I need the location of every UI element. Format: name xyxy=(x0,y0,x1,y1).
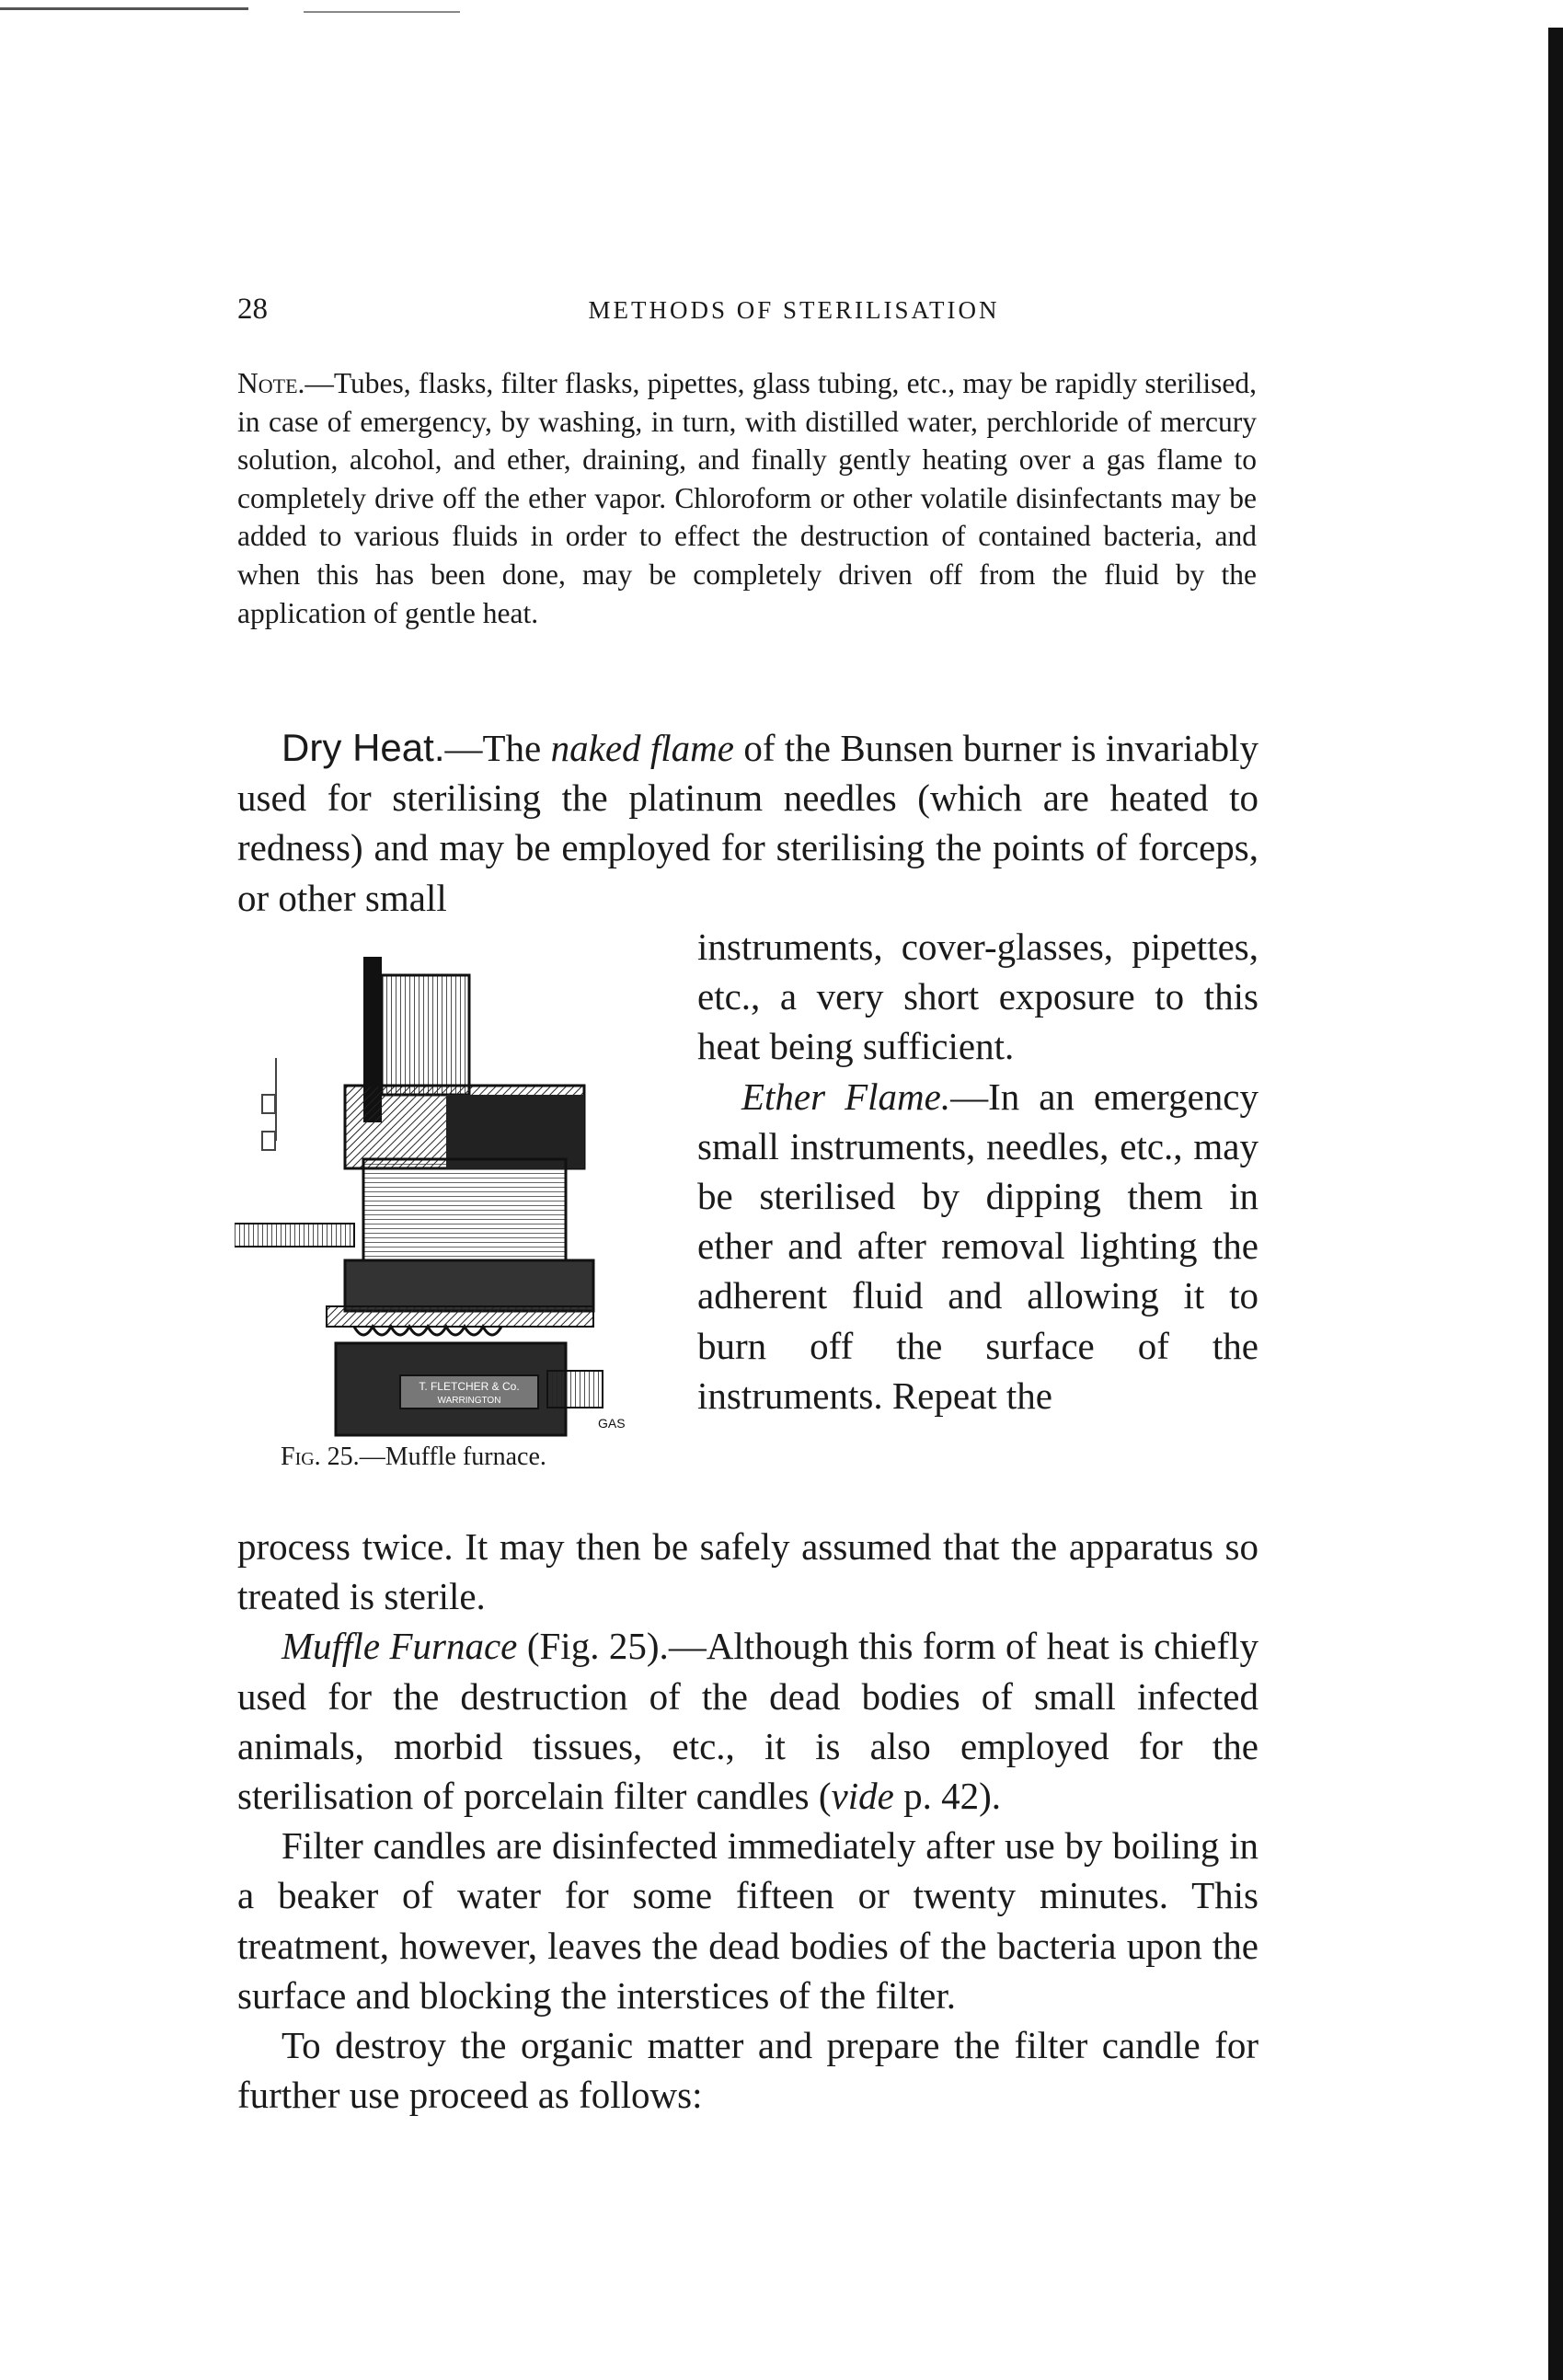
muffle-vide: vide xyxy=(831,1775,894,1818)
note-lead: Note. xyxy=(237,367,305,399)
ether-flame-heading: Ether Flame. xyxy=(741,1075,951,1118)
caption-text: —Muffle furnace. xyxy=(359,1443,546,1471)
manufacturer-plate-town: WARRINGTON xyxy=(437,1396,501,1406)
dry-heat-text-a: —The xyxy=(444,727,551,769)
note-paragraph xyxy=(237,364,1257,632)
side-column-text xyxy=(697,922,1258,1420)
dry-heat-heading: Dry Heat. xyxy=(282,726,445,769)
dry-heat-continued: instruments, cover-glasses, pipettes, etc., a very short exposure to this heat being sufficient. xyxy=(697,926,1258,1068)
figure-muffle-furnace xyxy=(235,957,658,1490)
running-head xyxy=(237,293,1268,329)
manufacturer-plate: T. FLETCHER & Co. xyxy=(419,1380,520,1393)
caption-label: Fig. 25. xyxy=(281,1443,360,1471)
muffle-furnace-illustration xyxy=(235,957,658,1444)
muffle-text-end: p. 42). xyxy=(893,1775,1001,1818)
scan-edge-rule xyxy=(304,11,460,13)
dry-heat-italic: naked flame xyxy=(550,727,734,769)
ether-flame-continued: process twice. It may then be safely assumed that the apparatus so treated is sterile. xyxy=(237,1525,1258,1618)
destroy-paragraph: To destroy the organic matter and prepare the filter candle for further use proceed as follows: xyxy=(237,2024,1258,2117)
book-spine-shadow xyxy=(1548,28,1563,2380)
note-text: —Tubes, flasks, filter flasks, pipettes, glass tubing, etc., may be rapidly sterilised, in case of emergency, by washing, in turn, with distilled water, perchloride of mercury solution, alcohol, and ether, draining, and finally gently heating over a gas flame to completely drive off the ether vapor. Chloroform or other volatile disinfectants may be added to various fluids in order to effect the destruction of contained bacteria, and when this has been done, may be completely driven off from the fluid by the application of gentle heat. xyxy=(237,367,1257,629)
ether-flame-text: —In an emergency small instruments, needles, etc., may be sterilised by dipping them in ether and after removal lighting the adherent fluid and allowing it to burn off the surface of the instruments. Repeat the xyxy=(697,1075,1258,1417)
figure-caption xyxy=(281,1443,546,1472)
muffle-ref: (Fig. 25). xyxy=(517,1625,669,1668)
scan-edge-rule xyxy=(0,7,248,10)
filter-candles-paragraph: Filter candles are disinfected immediately after use by boiling in a beaker of water for some fifteen or twenty minutes. This treatment, however, leaves the dead bodies of the bacteria upon the surface and blocking the interstices of the filter. xyxy=(237,1824,1258,2017)
lower-section xyxy=(237,1522,1258,2120)
page-number: 28 xyxy=(237,293,268,326)
dry-heat-text-b: of the Bunsen burner is invariably used for sterilising the platinum needles (which are heated to redness) and may be employed for sterilising the points of forceps, or other small xyxy=(237,727,1259,919)
running-title: METHODS OF STERILISATION xyxy=(588,296,1000,324)
dry-heat-section xyxy=(237,723,1258,923)
muffle-heading: Muffle Furnace xyxy=(282,1625,518,1668)
muffle-text: —Although this form of heat is chiefly used for the destruction of the dead bodies of small infected animals, morbid tissues, etc., it is also employed for the sterilisation of porcelain filter candles ( xyxy=(237,1625,1259,1818)
gas-label: GAS xyxy=(598,1416,626,1431)
